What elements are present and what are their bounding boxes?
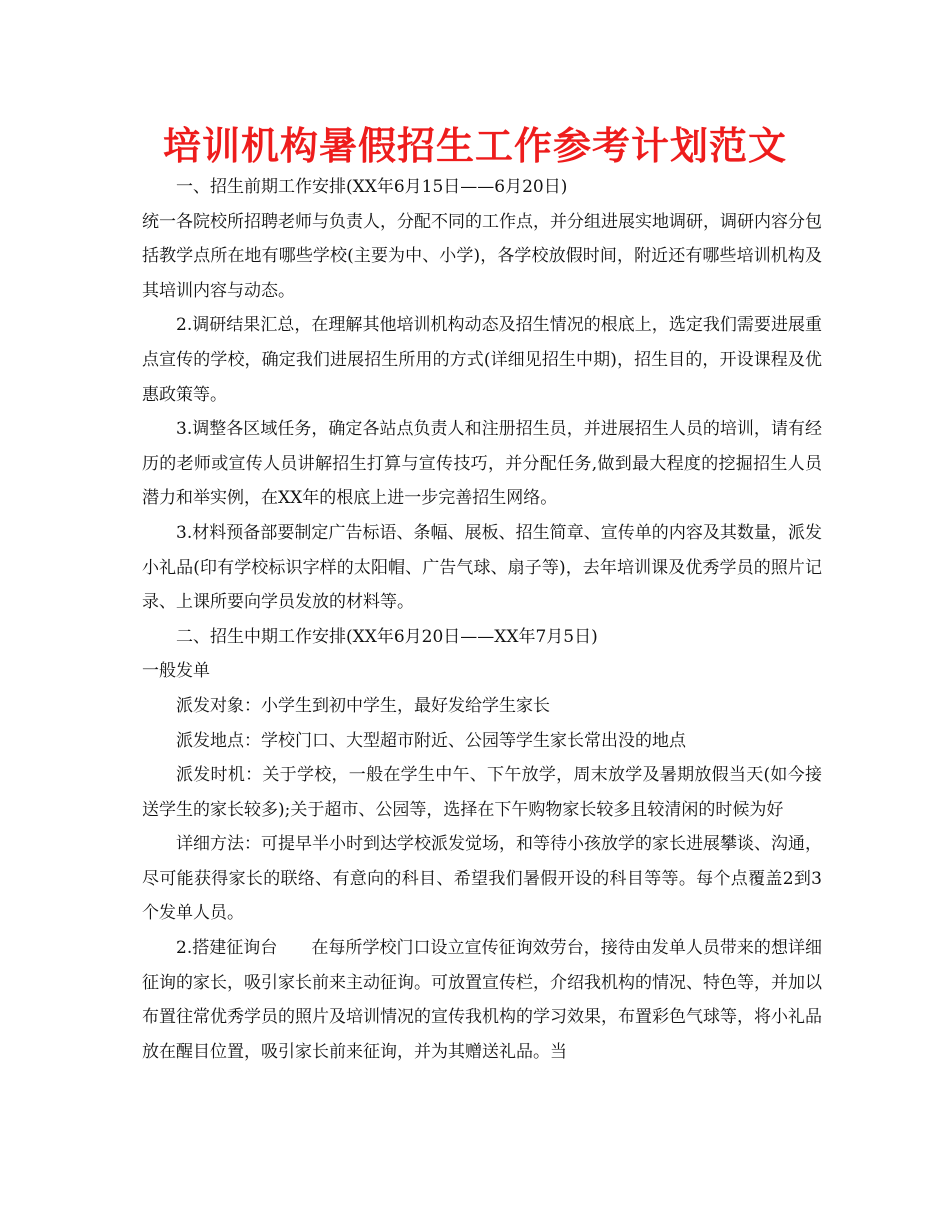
document-body: [142, 170, 822, 1069]
section-heading: 二、招生中期工作安排(XX年6月20日——XX年7月5日): [176, 626, 598, 647]
paragraph: 3.调整各区域任务，确定各站点负责人和注册招生员，并进展招生人员的培训，请有经历的老师或宣传人员讲解招生打算与宣传技巧，并分配任务,做到最大程度的挖掘招生人员潜力和举实例，在XX年的根底上进一步完善招生网络。: [142, 419, 822, 509]
paragraph: 2.搭建征询台 在每所学校门口设立宣传征询效劳台，接待由发单人员带来的想详细征询的家长，吸引家长前来主动征询。可放置宣传栏，介绍我机构的情况、特色等，并加以布置往常优秀学员的照片及培训情况的宣传我机构的学习效果，布置彩色气球等，将小礼品放在醒目位置，吸引家长前来征询，并为其赠送礼品。当: [142, 938, 822, 1062]
paragraph: 一、招生前期工作安排(XX年6月15日——6月20日): [176, 177, 568, 197]
paragraph: 2.调研结果汇总，在理解其他培训机构动态及招生情况的根底上，选定我们需要进展重点宣传的学校，确定我们进展招生所用的方式(详细见招生中期)，招生目的，开设课程及优惠政策等。: [142, 315, 822, 405]
document-title: 培训机构暑假招生工作参考计划范文: [162, 124, 787, 168]
paragraph: 派发地点：学校门口、大型超市附近、公园等学生家长常出没的地点: [176, 730, 686, 751]
paragraph: 一般发单: [142, 661, 210, 682]
paragraph: 3.材料预备部要制定广告标语、条幅、展板、招生简章、宣传单的内容及其数量，派发小礼品(印有学校标识字样的太阳帽、广告气球、扇子等)，去年培训课及优秀学员的照片记录、上课所要向学员发放的材料等。: [142, 522, 822, 613]
paragraph: 派发对象：小学生到初中学生，最好发给学生家长: [176, 695, 550, 716]
paragraph: 派发时机：关于学校，一般在学生中午、下午放学，周末放学及暑期放假当天(如今接送学生的家长较多);关于超市、公园等，选择在下午购物家长较多且较清闲的时候为好: [142, 765, 822, 820]
paragraph: 详细方法：可提早半小时到达学校派发觉场，和等待小孩放学的家长进展攀谈、沟通，尽可能获得家长的联络、有意向的科目、希望我们暑假开设的科目等等。每个点覆盖2到3个发单人员。: [142, 834, 822, 924]
paragraph: 统一各院校所招聘老师与负责人，分配不同的工作点，并分组进展实地调研，调研内容分包括教学点所在地有哪些学校(主要为中、小学)，各学校放假时间，附近还有哪些培训机构及其培训内容与动态。: [142, 211, 822, 301]
